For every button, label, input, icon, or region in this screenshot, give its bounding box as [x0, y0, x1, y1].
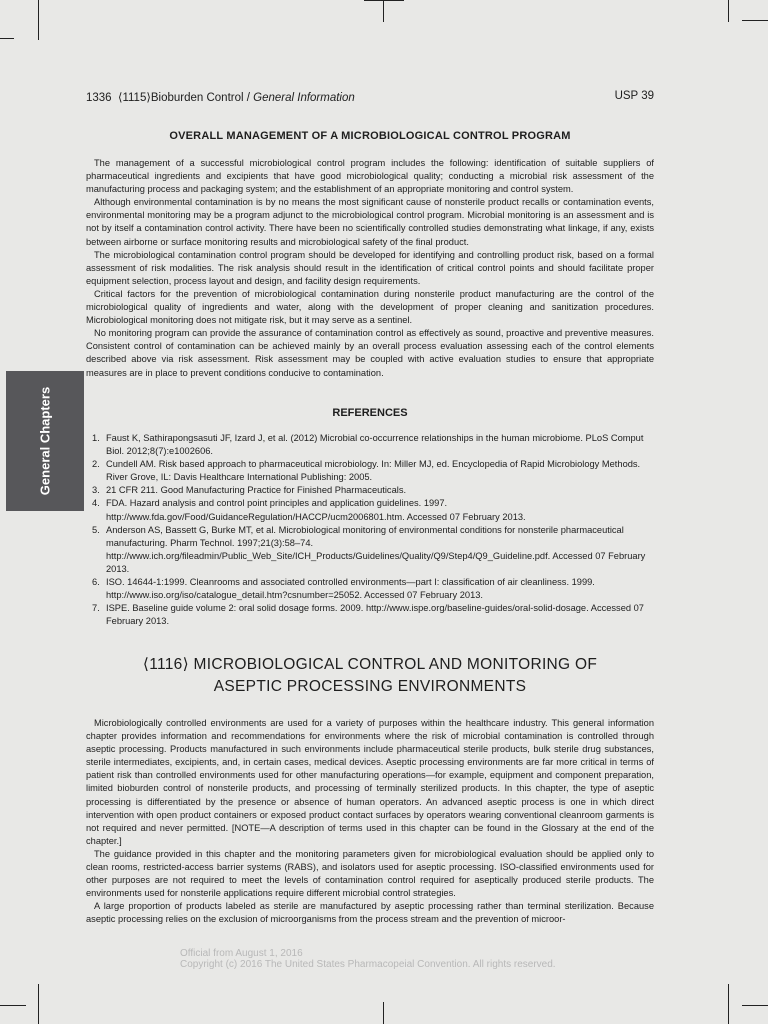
- side-tab-label: General Chapters: [37, 386, 53, 496]
- references-title: REFERENCES: [332, 407, 408, 419]
- reference-item: [92, 484, 654, 497]
- crop-mark: [742, 20, 768, 21]
- crop-mark: [728, 0, 729, 22]
- paragraph: The microbiological contamination control program should be developed for identifying and controlling product risk, based on a formal assessment of risk modalities. The risk analysis should result in the identification of critical control points and should facilitate proper equipment selection, process layout and design, and facility design requirements.: [86, 249, 654, 286]
- crop-mark: [728, 984, 729, 1024]
- paragraph: A large proportion of products labeled as sterile are manufactured by aseptic processing rather than terminal sterilization. Because aseptic processing relies on the exclusion of microorganisms from the process stream and the prevention of microor-: [86, 901, 654, 925]
- crop-mark: [38, 0, 39, 40]
- reference-item: [92, 524, 654, 576]
- section-name: General Information: [253, 92, 355, 104]
- paragraph: The management of a successful microbiological control program includes the following: identification of suitable suppliers of pharmaceutical ingredients and excipients that have good microbiological quality; conducting a microbial risk assessment of the manufacturing process and packaging system; and the establishment of an appropriate monitoring and control system.: [86, 158, 654, 195]
- reference-item: [92, 458, 654, 484]
- crop-mark: [0, 1005, 26, 1006]
- chapter-title-line: ASEPTIC PROCESSING ENVIRONMENTS: [213, 678, 527, 695]
- reference-text: 21 CFR 211. Good Manufacturing Practice for Finished Pharmaceuticals.: [106, 485, 407, 496]
- reference-text: ISPE. Baseline guide volume 2: oral solid dosage forms. 2009. http://www.ispe.org/baseline-guides/oral-solid-dosage. Accessed 07 February 2013.: [106, 603, 644, 627]
- page-number: 1336: [86, 92, 112, 104]
- reference-text: Faust K, Sathirapongsasuti JF, Izard J, et al. (2012) Microbial co-occurrence relationships in the human microbiome. PLoS Comput Biol. 2012;8(7):e1002606.: [106, 433, 644, 457]
- paragraph: Critical factors for the prevention of microbiological contamination during nonsterile product manufacturing are the control of the microbiological quality of ingredients and water, along with the development of proper cleaning and sanitization procedures. Microbiological monitoring does not mitigate risk, but it may serve as a sentinel.: [86, 288, 654, 326]
- reference-item: [92, 497, 654, 523]
- paragraph: Microbiologically controlled environments are used for a variety of purposes within the healthcare industry. This general information chapter provides information and recommendations for environments where the risk of microbial contamination is controlled through aseptic processing. Products manufactured in such environments include pharmaceutical sterile products, bulk sterile drug substances, sterile intermediates, excipients, and, in certain cases, medical devices. Aseptic processing environments are far more critical in terms of patient risk than controlled environments used for other manufacturing operations—for example, equipment and component preparation, limited bioburden control of nonsterile products, and processing of terminally sterilized products. In this chapter, the type of aseptic processing is differentiated by the presence or absence of human operators. An advanced aseptic process is one in which direct intervention with open product containers or exposed product contact surfaces by operators wearing conventional cleanroom garments is not required and never permitted. [NOTE—A description of terms used in this chapter can be found in the Glossary at the end of the chapter.]: [86, 718, 654, 846]
- edition: USP 39: [614, 90, 654, 102]
- running-head: [86, 90, 654, 104]
- side-tab: [6, 371, 84, 511]
- crop-mark: [0, 38, 14, 39]
- crop-mark: [364, 0, 404, 1]
- chapter-title-line: ⟨1116⟩ MICROBIOLOGICAL CONTROL AND MONITORING OF: [142, 656, 598, 673]
- official-date: Official from August 1, 2016: [180, 948, 303, 959]
- crop-mark: [383, 0, 384, 22]
- crop-mark: [383, 1002, 384, 1024]
- reference-number: 5.: [92, 524, 100, 535]
- paragraph: Although environmental contamination is by no means the most significant cause of nonsterile product recalls or contamination events, environmental monitoring may be a program adjunct to the microbiological control program. Microbial monitoring is an assessment and is not by itself a contamination control activity. There have been no scientifically controlled studies demonstrating what linkage, if any, exists between airborne or surface monitoring results and microbiological safety of the final product.: [86, 197, 654, 247]
- reference-number: 2.: [92, 459, 100, 470]
- reference-text: FDA. Hazard analysis and control point principles and application guidelines. 1997. http://www.fda.gov/Food/GuidanceRegulation/HACCP/ucm2006801.htm. Accessed 07 February 2013.: [106, 498, 526, 522]
- reference-item: [92, 432, 654, 458]
- crop-mark: [38, 984, 39, 1024]
- overall-body: [86, 157, 654, 380]
- reference-item: [92, 576, 654, 602]
- crop-mark: [742, 1005, 768, 1006]
- copyright-notice: Copyright (c) 2016 The United States Pharmacopeial Convention. All rights reserved.: [180, 959, 556, 970]
- reference-number: 3.: [92, 485, 100, 496]
- chapter-name: Bioburden Control: [150, 92, 244, 104]
- references-list: [92, 432, 654, 628]
- reference-item: [92, 602, 654, 628]
- reference-number: 1.: [92, 433, 100, 443]
- chapter-title: [86, 654, 654, 698]
- reference-text: Cundell AM. Risk based approach to pharmaceutical microbiology. In: Miller MJ, ed. Encyclopedia of Rapid Microbiology Methods. River Grove, IL: Davis Healthcare International Publishing: 2005.: [106, 459, 641, 483]
- separator: /: [243, 92, 254, 104]
- paragraph: No monitoring program can provide the assurance of contamination control as effectively as sound, proactive and preventive measures. Consistent control of contamination can be achieved mainly by an overall process evaluation assessing each of the control elements described above via risk assessment. Risk assessment may be coupled with active evaluation studies to ensure that appropriate measures are in place to prevent conditions conducive to contamination.: [86, 328, 654, 378]
- reference-text: ISO. 14644-1:1999. Cleanrooms and associated controlled environments—part I: classification of air cleanliness. 1999. http://www.iso.org/iso/catalogue_detail.htm?csnumber=25052. Accessed 07 February 2013.: [106, 577, 595, 601]
- reference-text: Anderson AS, Bassett G, Burke MT, et al. Microbiological monitoring of environmental conditions for nonsterile pharmaceutical manufacturing. Pharm Technol. 1997;21(3):58–74. http://www.ich.org/fileadmin/Public_Web_Site/ICH_Products/Guidelines/Quality/Q9/Step4/Q9_Guideline.pdf. Accessed 07 February 2013.: [106, 524, 646, 574]
- reference-number: 7.: [92, 603, 100, 614]
- chapter-ref: ⟨1115⟩: [117, 92, 151, 104]
- section-title: OVERALL MANAGEMENT OF A MICROBIOLOGICAL CONTROL PROGRAM: [169, 130, 571, 142]
- chapter-body: [86, 717, 654, 927]
- paragraph: The guidance provided in this chapter and the monitoring parameters given for microbiological evaluation should be applied only to clean rooms, restricted-access barrier systems (RABS), and isolators used for aseptic processing. ISO-classified environments used for other purposes are not required to meet the levels of contamination control required for aseptically produced sterile products. The environments used for nonsterile applications require different microbial control strategies.: [86, 848, 654, 899]
- copyright-footer: [180, 948, 556, 970]
- reference-number: 4.: [92, 498, 100, 509]
- reference-number: 6.: [92, 577, 100, 588]
